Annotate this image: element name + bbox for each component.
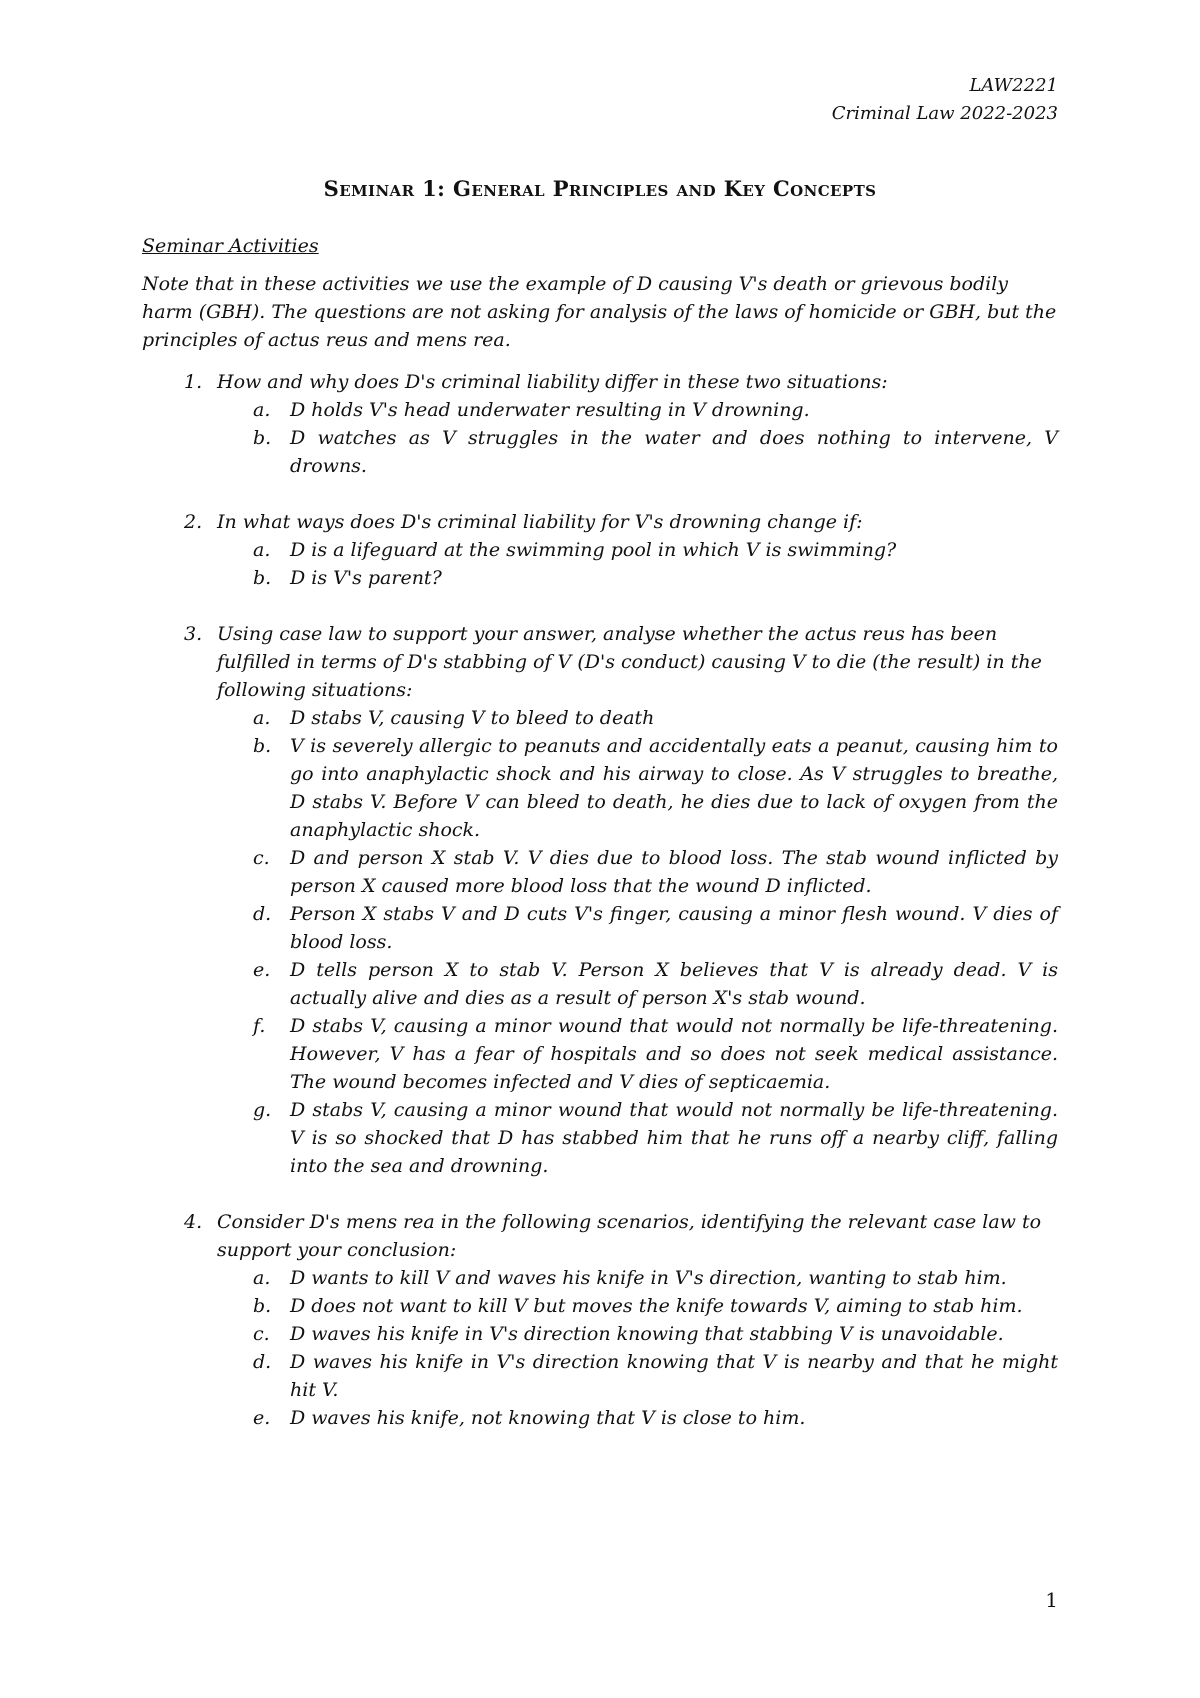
- question-item: [142, 368, 1058, 480]
- sub-question-text: V is severely allergic to peanuts and accidentally eats a peanut, causing him to go into anaphylactic shock and his airway to close. As V struggles to breathe, D stabs V. Before V can bleed to death, he dies due to lack of oxygen from the anaphylactic shock.: [290, 735, 1058, 841]
- sub-question-text: D holds V's head underwater resulting in V drowning.: [290, 399, 810, 421]
- sub-question-item: [217, 1404, 1058, 1432]
- sub-question-item: [217, 1348, 1058, 1404]
- question-number: 3.: [184, 623, 203, 645]
- question-text: Using case law to support your answer, analyse whether the actus reus has been fulfilled in terms of D's stabbing of V (D's conduct) causing V to die (the result) in the following situations:: [217, 623, 1042, 701]
- sub-question-item: [217, 424, 1058, 480]
- sub-question-text: D is V's parent?: [290, 567, 442, 589]
- sub-question-text: D waves his knife, not knowing that V is close to him.: [290, 1407, 806, 1429]
- sub-question-text: D does not want to kill V but moves the knife towards V, aiming to stab him.: [290, 1295, 1023, 1317]
- course-code: LAW2221: [969, 75, 1058, 96]
- sub-question-text: D tells person X to stab V. Person X believes that V is already dead. V is actually alive and dies as a result of person X's stab wound.: [290, 959, 1058, 1009]
- question-item: [142, 508, 1058, 592]
- sub-question-list: [217, 1264, 1058, 1432]
- question-text: In what ways does D's criminal liability for V's drowning change if:: [217, 511, 863, 533]
- sub-question-letter: f.: [253, 1015, 266, 1037]
- sub-question-text: D waves his knife in V's direction knowing that stabbing V is unavoidable.: [290, 1323, 1004, 1345]
- sub-question-letter: a.: [253, 399, 271, 421]
- sub-question-letter: b.: [253, 1295, 272, 1317]
- sub-question-text: D and person X stab V. V dies due to blood loss. The stab wound inflicted by person X caused more blood loss that the wound D inflicted.: [290, 847, 1058, 897]
- page-header: [832, 72, 1058, 128]
- document-title: Seminar 1: General Principles and Key Concepts: [323, 176, 877, 201]
- sub-question-letter: b.: [253, 735, 272, 757]
- course-title: Criminal Law 2022-2023: [831, 103, 1058, 124]
- sub-question-text: D stabs V, causing a minor wound that would not normally be life-threatening. However, V has a fear of hospitals and so does not seek medical assistance. The wound becomes infected and V dies of septicaemia.: [290, 1015, 1058, 1093]
- sub-question-item: [217, 1320, 1058, 1348]
- question-list: [142, 368, 1058, 1432]
- question-item: [142, 1208, 1058, 1432]
- sub-question-item: [217, 396, 1058, 424]
- intro-paragraph: Note that in these activities we use the example of D causing V's death or grievous bodily harm (GBH). The questions are not asking for analysis of the laws of homicide or GBH, but the principles of actus reus and mens rea.: [142, 273, 1057, 351]
- question-text: Consider D's mens rea in the following scenarios, identifying the relevant case law to support your conclusion:: [217, 1211, 1042, 1261]
- question-item: [142, 620, 1058, 1180]
- sub-question-list: [217, 396, 1058, 480]
- sub-question-letter: e.: [253, 959, 271, 981]
- sub-question-item: [217, 1292, 1058, 1320]
- question-number: 2.: [184, 511, 203, 533]
- sub-question-letter: b.: [253, 567, 272, 589]
- sub-question-text: Person X stabs V and D cuts V's finger, causing a minor flesh wound. V dies of blood loss.: [290, 903, 1058, 953]
- sub-question-letter: c.: [253, 847, 270, 869]
- sub-question-item: [217, 844, 1058, 900]
- sub-question-item: [217, 564, 1058, 592]
- question-number: 4.: [184, 1211, 203, 1233]
- sub-question-list: [217, 704, 1058, 1180]
- sub-question-item: [217, 1096, 1058, 1180]
- sub-question-item: [217, 1012, 1058, 1096]
- sub-question-text: D is a lifeguard at the swimming pool in which V is swimming?: [290, 539, 897, 561]
- sub-question-letter: g.: [253, 1099, 272, 1121]
- page-number: 1: [1045, 1588, 1058, 1612]
- sub-question-text: D wants to kill V and waves his knife in V's direction, wanting to stab him.: [290, 1267, 1007, 1289]
- document-body: [142, 232, 1058, 1460]
- question-number: 1.: [184, 371, 203, 393]
- sub-question-text: D stabs V, causing V to bleed to death: [290, 707, 655, 729]
- sub-question-item: [217, 704, 1058, 732]
- sub-question-text: D watches as V struggles in the water and does nothing to intervene, V drowns.: [290, 427, 1058, 477]
- sub-question-letter: a.: [253, 707, 271, 729]
- sub-question-item: [217, 732, 1058, 844]
- section-heading: Seminar Activities: [142, 235, 319, 257]
- sub-question-letter: c.: [253, 1323, 270, 1345]
- sub-question-item: [217, 900, 1058, 956]
- sub-question-letter: b.: [253, 427, 272, 449]
- sub-question-letter: d.: [253, 903, 272, 925]
- sub-question-letter: a.: [253, 539, 271, 561]
- sub-question-text: D waves his knife in V's direction knowing that V is nearby and that he might hit V.: [290, 1351, 1058, 1401]
- sub-question-letter: d.: [253, 1351, 272, 1373]
- sub-question-list: [217, 536, 1058, 592]
- sub-question-item: [217, 536, 1058, 564]
- sub-question-letter: e.: [253, 1407, 271, 1429]
- question-text: How and why does D's criminal liability differ in these two situations:: [217, 371, 888, 393]
- sub-question-item: [217, 1264, 1058, 1292]
- sub-question-text: D stabs V, causing a minor wound that would not normally be life-threatening. V is so shocked that D has stabbed him that he runs off a nearby cliff, falling into the sea and drowning.: [290, 1099, 1058, 1177]
- sub-question-letter: a.: [253, 1267, 271, 1289]
- sub-question-item: [217, 956, 1058, 1012]
